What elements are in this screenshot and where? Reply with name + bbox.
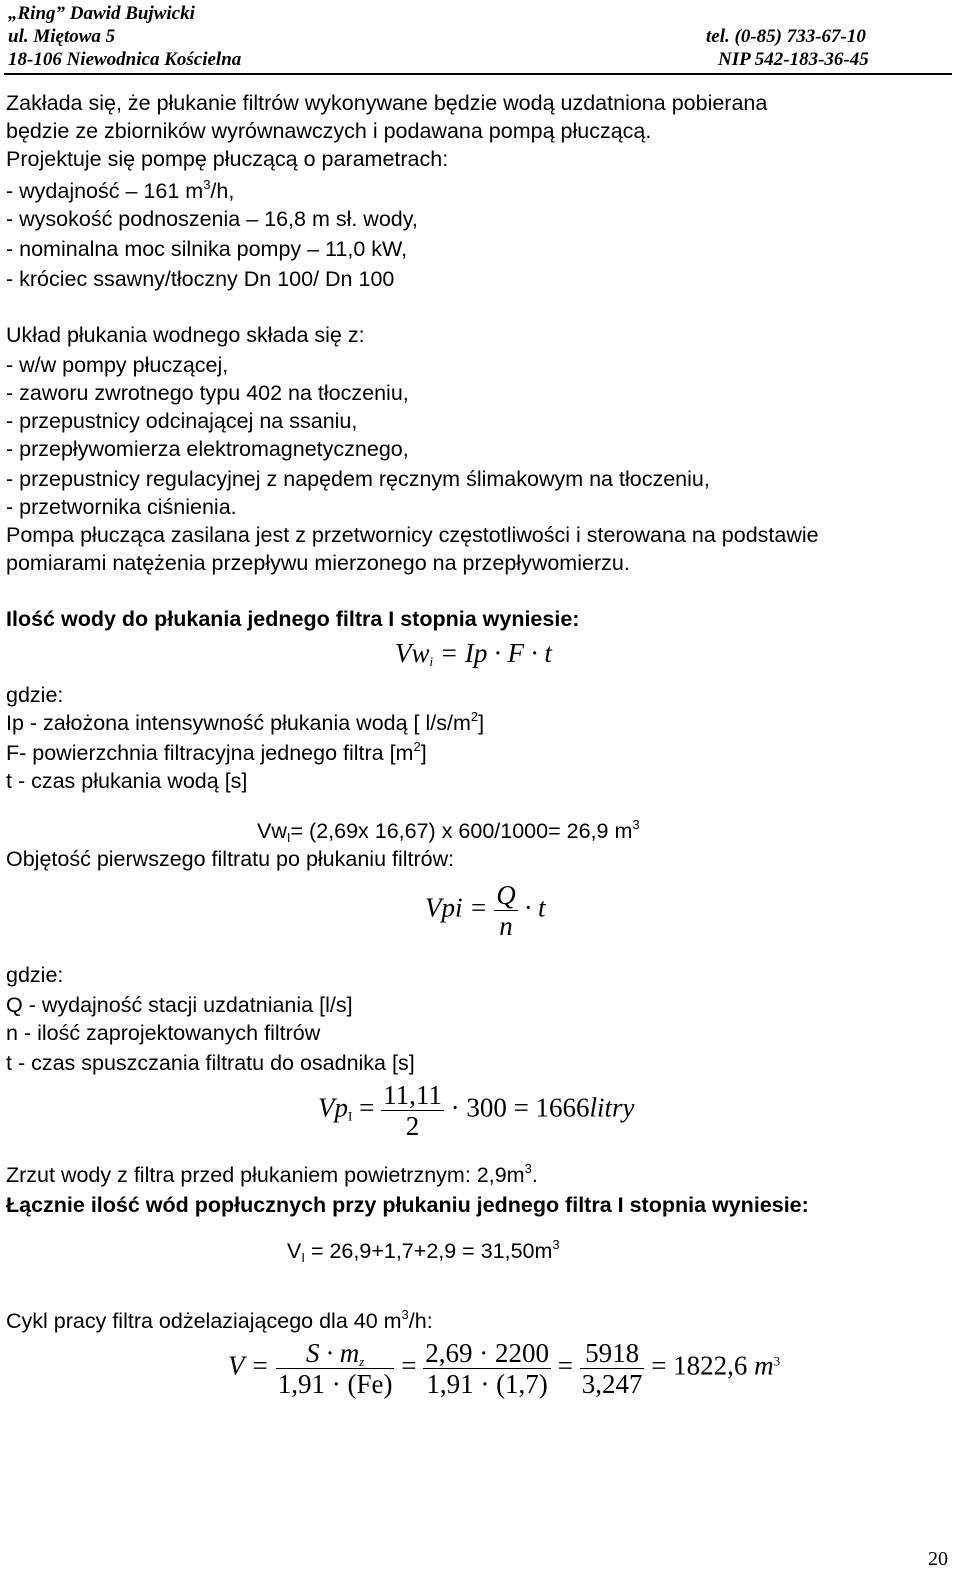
- formula-vwi: $Vw_i = Ip \cdot F \cdot t$: [395, 638, 552, 669]
- definition: t - czas płukania wodą [s]: [6, 769, 248, 793]
- definition: n - ilość zaprojektowanych filtrów: [6, 1021, 321, 1045]
- formula-cycle: V = $\frac{S \cdot m_z}{1,91 \cdot (Fe)}$ = $\frac{2,69 \cdot 2200}{1,91 \cdot (1,7)}$ = $\frac{5918}{3,247}$ = 1822,6 $m^3$: [228, 1338, 781, 1399]
- definition: F- powierzchnia filtracyjna jednego filtra $[m^2]$: [6, 739, 427, 765]
- result-line: $Vw_I= (2,69x$ 16,67) x 600/1000= 26,9 $m^3$: [257, 817, 640, 845]
- list-item: - przetwornika ciśnienia.: [6, 495, 237, 519]
- definition: Ip - założona intensywność płukania wodą [ $l/s/m^2$]: [6, 709, 485, 735]
- page-number: 20: [928, 1548, 948, 1570]
- company-city: 18-106 Niewodnica Kościelna: [8, 49, 242, 70]
- list-item: - przepływomierza elektromagnetycznego,: [6, 437, 409, 461]
- zrzut-line: Zrzut wody z filtra przed płukaniem powietrznym: $2,9m^3$.: [6, 1161, 538, 1187]
- list-item: - przepustnicy regulacyjnej z napędem ręcznym ślimakowym na tłoczeniu,: [6, 467, 710, 491]
- section-title: Ilość wody do płukania jednego filtra I stopnia wyniesie:: [6, 607, 580, 631]
- list-item: - zaworu zwrotnego typu 402 na tłoczeniu,: [6, 381, 409, 405]
- para-line: Pompa płucząca zasilana jest z przetwornicy częstotliwości i sterowana na podstawie: [6, 523, 819, 547]
- header-rule: [4, 73, 952, 75]
- para-line: będzie ze zbiorników wyrównawczych i podawana pompą płuczącą.: [6, 119, 652, 143]
- pump-flow-line: - wydajność – 161 $m^3/h$,: [6, 177, 235, 203]
- list-item: - przepustnicy odcinającej na ssaniu,: [6, 409, 358, 433]
- list-item: - w/w pompy płuczącej,: [6, 353, 229, 377]
- para-line: Projektuje się pompę płuczącą o parametrach:: [6, 147, 449, 171]
- para-line: - nominalna moc silnika pompy – 11,0 kW,: [6, 237, 408, 261]
- para-line: - wysokość podnoszenia – 16,8 m sł. wody,: [6, 207, 418, 231]
- definition: t - czas spuszczania filtratu do osadnika [s]: [6, 1051, 415, 1075]
- where-label: gdzie:: [6, 963, 64, 987]
- para-line: Układ płukania wodnego składa się z:: [6, 323, 365, 347]
- formula-vp1: $Vp_I$ = $\frac{11,11}{2}$ · 300 = 1666litry: [318, 1080, 635, 1141]
- para-line: - króciec ssawny/tłoczny Dn 100/ Dn 100: [6, 267, 395, 291]
- formula-vpi: Vpi = $\frac{Q}{n}$ · t: [425, 880, 546, 941]
- company-name: „Ring” Dawid Bujwicki: [8, 3, 195, 24]
- para-line: Zakłada się, że płukanie filtrów wykonywane będzie wodą uzdatniona pobierana: [6, 91, 768, 115]
- section-title: Łącznie ilość wód popłucznych przy płukaniu jednego filtra I stopnia wyniesie:: [6, 1193, 809, 1217]
- section-title: Objętość pierwszego filtratu po płukaniu filtrów:: [6, 847, 455, 871]
- para-line: pomiarami natężenia przepływu mierzonego na przepływomierzu.: [6, 551, 630, 575]
- company-phone: tel. (0-85) 733-67-10: [706, 26, 866, 47]
- company-street: ul. Miętowa 5: [8, 26, 116, 47]
- company-nip: NIP 542-183-36-45: [718, 49, 869, 70]
- section-title: Cykl pracy filtra odżelaziającego dla 40 $m^3/h$:: [6, 1307, 433, 1333]
- where-label: gdzie:: [6, 683, 64, 707]
- definition: Q - wydajność stacji uzdatniania [l/s]: [6, 993, 353, 1017]
- total-line: $V_I = 26,9+1,7+2,9 = 31,50m^3$: [287, 1237, 560, 1265]
